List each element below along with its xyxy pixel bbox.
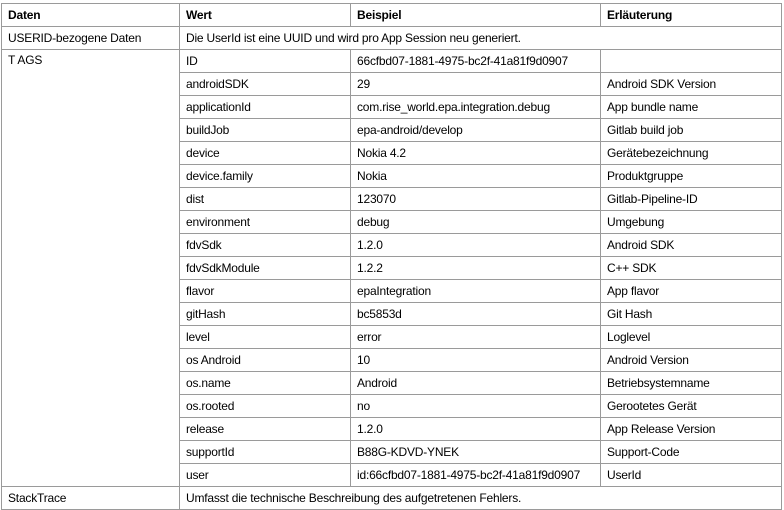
header-daten: Daten	[2, 4, 180, 27]
tag-key-cell: os Android	[180, 349, 351, 372]
tag-key-cell: device	[180, 142, 351, 165]
header-wert: Wert	[180, 4, 351, 27]
stacktrace-label: StackTrace	[2, 487, 180, 510]
tag-key-cell: fdvSdk	[180, 234, 351, 257]
tag-example-cell: 1.2.2	[351, 257, 601, 280]
tag-key-cell: level	[180, 326, 351, 349]
tag-key-cell: dist	[180, 188, 351, 211]
tag-explanation-cell: Produktgruppe	[601, 165, 782, 188]
tag-explanation-cell: Android SDK Version	[601, 73, 782, 96]
tag-explanation-cell: Gitlab-Pipeline-ID	[601, 188, 782, 211]
tag-key-cell: release	[180, 418, 351, 441]
tag-example-cell: B88G-KDVD-YNEK	[351, 441, 601, 464]
tag-example-cell: error	[351, 326, 601, 349]
tag-explanation-cell: Gerätebezeichnung	[601, 142, 782, 165]
tag-key-cell: user	[180, 464, 351, 487]
tag-explanation-cell: C++ SDK	[601, 257, 782, 280]
tag-key-cell: fdvSdkModule	[180, 257, 351, 280]
tag-explanation-cell: UserId	[601, 464, 782, 487]
tag-key-cell: os.rooted	[180, 395, 351, 418]
tag-example-cell: 29	[351, 73, 601, 96]
tag-key-cell: supportId	[180, 441, 351, 464]
tag-example-cell: bc5853d	[351, 303, 601, 326]
tag-example-cell: Nokia	[351, 165, 601, 188]
tag-key-cell: flavor	[180, 280, 351, 303]
userid-description: Die UserId ist eine UUID und wird pro App Session neu generiert.	[180, 27, 782, 50]
tag-explanation-cell: Umgebung	[601, 211, 782, 234]
tag-example-cell: 10	[351, 349, 601, 372]
tag-explanation-cell	[601, 50, 782, 73]
tag-example-cell: 1.2.0	[351, 234, 601, 257]
table-header-row	[2, 4, 782, 27]
tag-example-cell: com.rise_world.epa.integration.debug	[351, 96, 601, 119]
header-erlaeuterung: Erläuterung	[601, 4, 782, 27]
tag-explanation-cell: Git Hash	[601, 303, 782, 326]
tag-key-cell: applicationId	[180, 96, 351, 119]
tag-example-cell: 123070	[351, 188, 601, 211]
tag-explanation-cell: Android SDK	[601, 234, 782, 257]
tag-example-cell: Android	[351, 372, 601, 395]
tag-explanation-cell: Gitlab build job	[601, 119, 782, 142]
tag-explanation-cell: App flavor	[601, 280, 782, 303]
tag-key-cell: device.family	[180, 165, 351, 188]
tag-explanation-cell: Gerootetes Gerät	[601, 395, 782, 418]
tag-key-cell: os.name	[180, 372, 351, 395]
userid-row	[2, 27, 782, 50]
tag-key-cell: ID	[180, 50, 351, 73]
tags-label: T AGS	[2, 50, 180, 487]
tag-key-cell: environment	[180, 211, 351, 234]
stacktrace-description: Umfasst die technische Beschreibung des aufgetretenen Fehlers.	[180, 487, 782, 510]
tag-example-cell: no	[351, 395, 601, 418]
tag-example-cell: epa-android/develop	[351, 119, 601, 142]
header-beispiel: Beispiel	[351, 4, 601, 27]
tag-example-cell: id:66cfbd07-1881-4975-bc2f-41a81f9d0907	[351, 464, 601, 487]
data-table	[1, 3, 782, 510]
userid-label: USERID-bezogene Daten	[2, 27, 180, 50]
tag-explanation-cell: Betriebsystemname	[601, 372, 782, 395]
tag-key-cell: gitHash	[180, 303, 351, 326]
tag-example-cell: 66cfbd07-1881-4975-bc2f-41a81f9d0907	[351, 50, 601, 73]
tag-example-cell: debug	[351, 211, 601, 234]
tag-explanation-cell: Loglevel	[601, 326, 782, 349]
tag-explanation-cell: App bundle name	[601, 96, 782, 119]
tag-example-cell: epaIntegration	[351, 280, 601, 303]
tag-example-cell: Nokia 4.2	[351, 142, 601, 165]
tag-example-cell: 1.2.0	[351, 418, 601, 441]
tag-explanation-cell: App Release Version	[601, 418, 782, 441]
tag-key-cell: buildJob	[180, 119, 351, 142]
tag-explanation-cell: Android Version	[601, 349, 782, 372]
tag-key-cell: androidSDK	[180, 73, 351, 96]
table-row	[2, 50, 782, 73]
tag-explanation-cell: Support-Code	[601, 441, 782, 464]
stacktrace-row	[2, 487, 782, 510]
